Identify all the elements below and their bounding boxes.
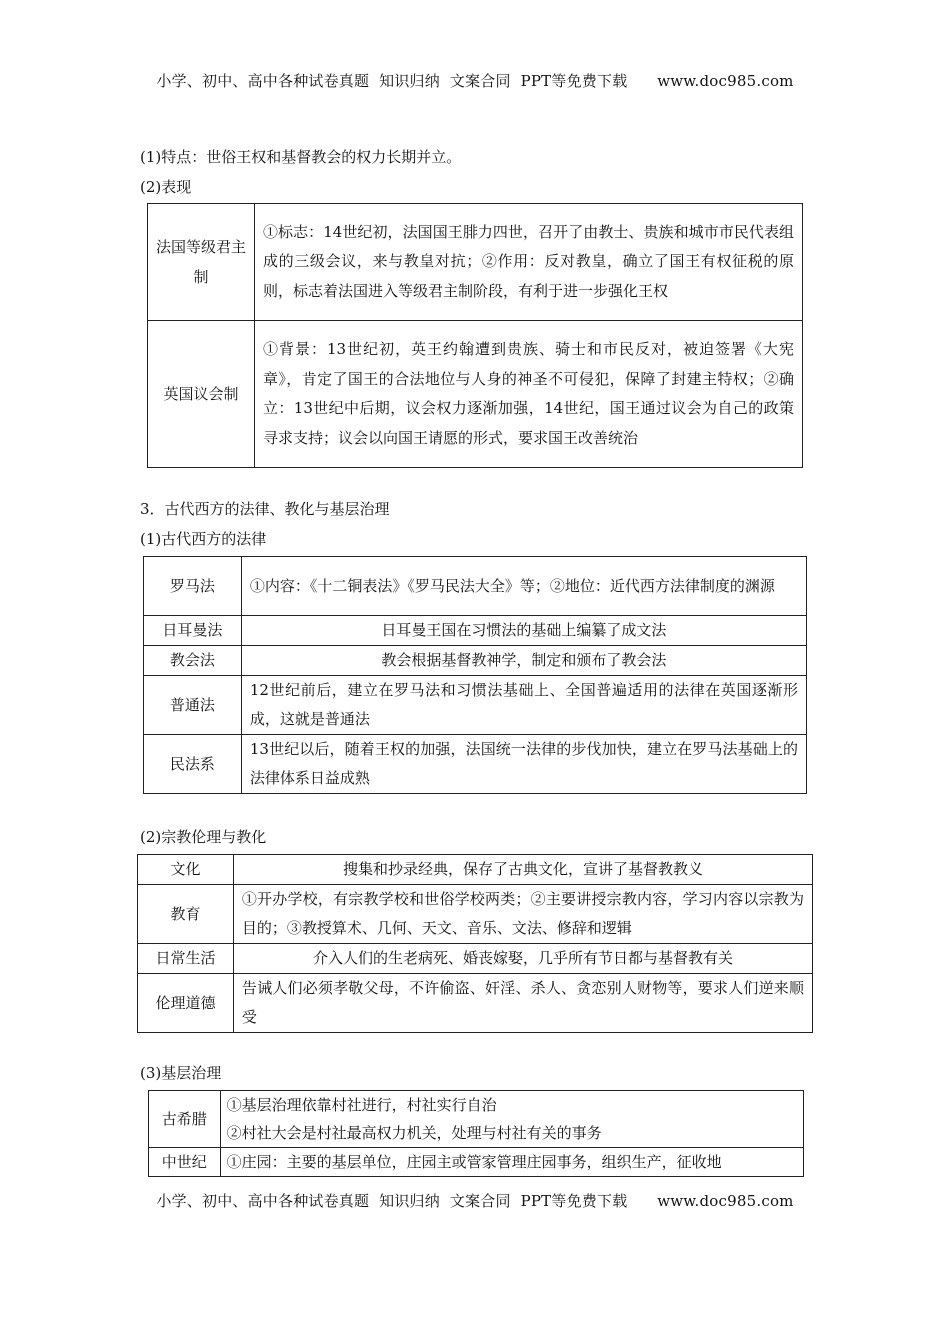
table-row (144, 735, 807, 794)
table-row (148, 204, 803, 321)
governance-table (148, 1090, 804, 1177)
row-content: ①庄园：主要的基层单位，庄园主或管家管理庄园事务，组织生产，征收地 (220, 1148, 803, 1177)
feature-text: (1)特点：世俗王权和基督教会的权力长期并立。 (140, 148, 462, 166)
page-footer: 小学、初中、高中各种试卷真题 知识归纳 文案合同 PPT等免费下载 www.doc985.com (156, 1192, 794, 1210)
row-label: 法国等级君主制 (148, 204, 255, 321)
row-label: 中世纪 (149, 1148, 221, 1177)
table-row (138, 944, 813, 974)
row-content: 告诫人们必须孝敬父母，不许偷盗、奸淫、杀人、贪恋别人财物等，要求人们逆来顺受 (233, 974, 812, 1033)
row-label: 英国议会制 (148, 321, 255, 468)
row-label: 日耳曼法 (144, 616, 242, 646)
row-content: 日耳曼王国在习惯法的基础上编纂了成文法 (241, 616, 806, 646)
table-row (138, 885, 813, 944)
law-table (143, 556, 807, 794)
row-content: 12世纪前后，建立在罗马法和习惯法基础上、全国普遍适用的法律在英国逐渐形成，这就是普通法 (241, 676, 806, 735)
row-content: ①内容：《十二铜表法》《罗马民法大全》等；②地位：近代西方法律制度的渊源 (241, 557, 806, 616)
monarchy-table (147, 203, 803, 468)
table-row (138, 974, 813, 1033)
law-heading: (1)古代西方的法律 (140, 530, 267, 548)
row-label: 日常生活 (138, 944, 234, 974)
table-row (138, 855, 813, 885)
row-content: 13世纪以后，随着王权的加强，法国统一法律的步伐加快，建立在罗马法基础上的法律体系日益成熟 (241, 735, 806, 794)
row-label: 民法系 (144, 735, 242, 794)
content-line: ②村社大会是村社最高权力机关，处理与村社有关的事务 (226, 1124, 602, 1142)
table-row (149, 1091, 804, 1148)
religion-heading: (2)宗教伦理与教化 (140, 828, 267, 846)
row-label: 教育 (138, 885, 234, 944)
row-label: 古希腊 (149, 1091, 221, 1148)
page-header: 小学、初中、高中各种试卷真题 知识归纳 文案合同 PPT等免费下载 www.doc985.com (156, 72, 794, 90)
section3-title: 3．古代西方的法律、教化与基层治理 (140, 500, 390, 518)
table-row (144, 557, 807, 616)
content-line: ①基层治理依靠村社进行，村社实行自治 (226, 1096, 497, 1114)
row-content (220, 1091, 803, 1148)
table-row (149, 1148, 804, 1177)
row-content: ①开办学校，有宗教学校和世俗学校两类；②主要讲授宗教内容，学习内容以宗教为目的；③教授算术、几何、天文、音乐、文法、修辞和逻辑 (233, 885, 812, 944)
row-content: ①背景：13世纪初，英王约翰遭到贵族、骑士和市民反对，被迫签署《大宪章》，肯定了国王的合法地位与人身的神圣不可侵犯，保障了封建主特权；②确立：13世纪中后期，议会权力逐渐加强，14世纪，国王通过议会为自己的政策寻求支持；议会以向国王请愿的形式，要求国王改善统治 (255, 321, 803, 468)
religion-table (137, 854, 813, 1033)
row-label: 伦理道德 (138, 974, 234, 1033)
row-content: ①标志：14世纪初，法国国王腓力四世，召开了由教士、贵族和城市市民代表组成的三级会议，来与教皇对抗；②作用：反对教皇，确立了国王有权征税的原则，标志着法国进入等级君主制阶段，有利于进一步强化王权 (255, 204, 803, 321)
table-row (144, 646, 807, 676)
performance-heading: (2)表现 (140, 178, 192, 196)
table-row (144, 616, 807, 646)
row-label: 普通法 (144, 676, 242, 735)
row-content: 教会根据基督教神学，制定和颁布了教会法 (241, 646, 806, 676)
row-content: 搜集和抄录经典，保存了古典文化，宣讲了基督教教义 (233, 855, 812, 885)
table-row (148, 321, 803, 468)
table-row (144, 676, 807, 735)
governance-heading: (3)基层治理 (140, 1064, 222, 1082)
row-label: 罗马法 (144, 557, 242, 616)
row-label: 文化 (138, 855, 234, 885)
row-content: 介入人们的生老病死、婚丧嫁娶，几乎所有节日都与基督教有关 (233, 944, 812, 974)
row-label: 教会法 (144, 646, 242, 676)
